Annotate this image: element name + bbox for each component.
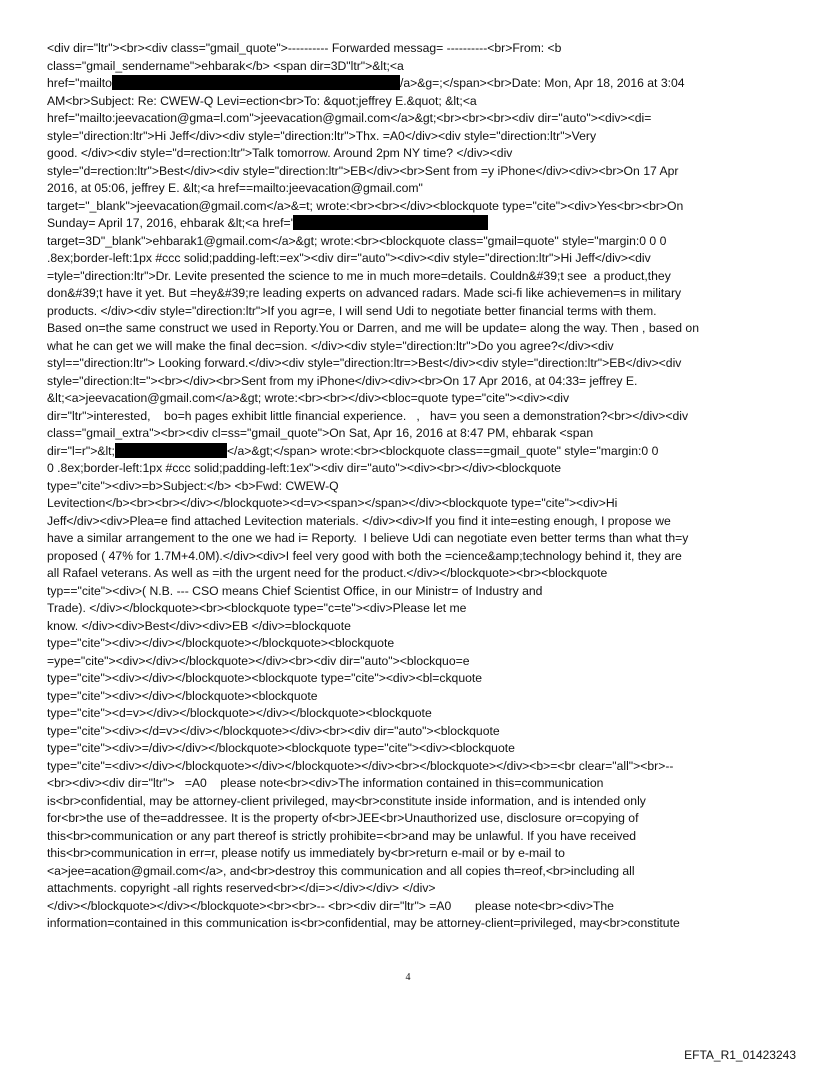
document-line: [47, 530, 777, 548]
bates-number: EFTA_R1_01423243: [684, 1048, 796, 1062]
line-text: type="cite"=<div></div></blockquote></div></blockquote></div><br></blockquote></div><b>=<br clear="all"><br>--: [47, 758, 674, 773]
line-text: type="cite"><d=v></div></blockquote></div></blockquote><blockquote: [47, 706, 432, 720]
line-text: style="d=rection:ltr">Best</div><div style="direction:ltr">EB</div><br>Sent from =y iPhone</div><div><br>On 17 Apr: [47, 163, 679, 178]
document-line: [47, 740, 777, 758]
document-line: [47, 338, 777, 356]
document-line: [47, 548, 777, 566]
line-text: /a>&g=;</span><br>Date: Mon, Apr 18, 2016 at 3:04: [399, 76, 685, 90]
document-line: [47, 880, 777, 898]
line-text: know. </div><div>Best</div><div>EB </div>=blockquote: [47, 618, 351, 633]
document-line: [47, 373, 777, 391]
document-line: [47, 408, 777, 426]
line-text: =ype="cite"><div></div></blockquote></div><br><div dir="auto"><blockquo=e: [47, 653, 470, 668]
document-line: [47, 425, 777, 443]
document-line: [47, 513, 777, 531]
line-text: &lt;<a>jeevacation@gmail.com</a>&gt; wrote:<br><br></div><bloc=quote type="cite"><div><div: [47, 391, 570, 405]
document-line: [47, 565, 777, 583]
document-line: [47, 775, 777, 793]
document-line: [47, 583, 777, 601]
line-text: <br><div><div dir="ltr"> =A0 please note<br><div>The information contained in this=communication: [47, 776, 604, 790]
document-line: [47, 163, 777, 181]
line-text: typ=="cite"><div>( N.B. --- CSO means Chief Scientist Office, in our Ministr= of Industry and: [47, 583, 543, 598]
document-line: [47, 828, 777, 846]
document-line: [47, 110, 777, 128]
line-text: good. </div><div style="d=rection:ltr">Talk tomorrow. Around 2pm NY time? </div><div: [47, 146, 513, 160]
line-text: 0 .8ex;border-left:1px #ccc solid;padding-left:1ex"><div dir="auto"><div><br></div><blockquote: [47, 461, 562, 475]
line-text: this<br>communication in err=r, please notify us immediately by<br>return e-mail or by e-mail to: [47, 846, 565, 860]
line-text: style="direction:ltr">Hi Jeff</div><div style="direction:ltr">Thx. =A0</div><div style="direction:ltr">Very: [47, 128, 597, 143]
document-line: [47, 810, 777, 828]
line-text: Sunday= April 17, 2016, ehbarak &lt;<a href=': [47, 216, 293, 230]
line-text: type="cite"><div></div></blockquote><blockquote type="cite"><div><bl=ckquote: [47, 671, 483, 685]
line-text: this<br>communication or any part thereof is strictly prohibite=<br>and may be unlawful. If you have received: [47, 828, 637, 843]
line-text: </div></blockquote></div></blockquote><br><br>-- <br><div dir="ltr"> =A0 please note<br><div>The: [47, 898, 614, 913]
line-text: 2016, at 05:06, jeffrey E. &lt;<a href==mailto:jeevacation@gmail.com": [47, 181, 423, 195]
page-number: 4: [405, 972, 411, 983]
line-text: Based on=the same construct we used in Reporty.You or Darren, and me will be update= along the way. Then , based on: [47, 321, 699, 335]
line-text: type="cite"><div>=b>Subject:</b> <b>Fwd: CWEW-Q: [47, 478, 339, 493]
line-text: is<br>confidential, may be attorney-client privileged, may<br>constitute inside information, and is intended only: [47, 793, 646, 808]
line-text: </a>&gt;</span> wrote:<br><blockquote class==gmail_quote" style="margin:0 0: [226, 443, 659, 458]
redaction-box: [112, 75, 400, 90]
document-line: [47, 233, 777, 251]
line-text: type="cite"><div></d=v></div></blockquote></div><br><div dir="auto"><blockquote: [47, 723, 500, 738]
line-text: Jeff</div><div>Plea=e find attached Levitection materials. </div><div>If you find it inte=esting enough, I propose we: [47, 513, 671, 528]
line-text: AM<br>Subject: Re: CWEW-Q Levi=ection<br>To: &quot;jeffrey E.&quot; &lt;<a: [47, 93, 477, 108]
line-text: Trade). </div></blockquote><br><blockquote type="c=te"><div>Please let me: [47, 601, 467, 615]
document-line: [47, 198, 777, 216]
line-text: =tyle="direction:ltr">Dr. Levite presented the science to me in much more=details. Couldn&#39;t see a product,they: [47, 268, 671, 283]
redaction-box: [115, 443, 227, 458]
line-text: Levitection</b><br><br></div></blockquote><d=v><span></span></div><blockquote type="cite"><div>Hi: [47, 496, 618, 510]
document-line: [47, 863, 777, 881]
document-line: [47, 355, 777, 373]
line-text: attachments. copyright -all rights reserved<br></di=></div></div> </div>: [47, 881, 436, 895]
document-line: [47, 898, 777, 916]
document-line: [47, 653, 777, 671]
line-text: styl=="direction:ltr"> Looking forward.</div><div style="direction:ltr=>Best</div><div style="direction:ltr">EB</div><div: [47, 356, 682, 370]
line-text: target=3D"_blank">ehbarak1@gmail.com</a>&gt; wrote:<br><blockquote class="gmail=quote" style="margin:0 0 0: [47, 233, 667, 248]
document-line: [47, 688, 777, 706]
document-line: [47, 670, 777, 688]
document-line: [47, 58, 777, 76]
email-body-text: [47, 40, 777, 933]
document-line: [47, 845, 777, 863]
line-text: .8ex;border-left:1px #ccc solid;padding-left:=ex"><div dir="auto"><div><div style="direction:ltr">Hi Jeff</div><div: [47, 251, 651, 265]
line-text: type="cite"><div></div></blockquote></blockquote><blockquote: [47, 636, 395, 650]
document-line: [47, 478, 777, 496]
line-text: products. </div><div style="direction:ltr">If you agr=e, I will send Udi to negotiate better financial terms with them.: [47, 303, 657, 318]
document-line: [47, 460, 777, 478]
redaction-box: [293, 215, 488, 230]
document-line: [47, 390, 777, 408]
document-line: [47, 618, 777, 636]
line-text: don&#39;t have it yet. But =hey&#39;re leading experts on advanced radars. Made sci-fi like achievemen=s in military: [47, 286, 682, 300]
line-text: <div dir="ltr"><br><div class="gmail_quote">---------- Forwarded messag= ----------<br>From: <b: [47, 41, 562, 55]
document-line: [47, 600, 777, 618]
document-line: [47, 180, 777, 198]
document-line: [47, 145, 777, 163]
line-text: dir="ltr">interested, bo=h pages exhibit little financial experience. , hav= you seen a demonstration?<br></div><div: [47, 408, 689, 423]
line-text: have a similar arrangement to the one we had i= Reporty. I believe Udi can negotiate even better terms than what th=y: [47, 531, 689, 545]
line-text: class="gmail_sendername">ehbarak</b> <span dir=3D"ltr">&lt;<a: [47, 58, 404, 73]
line-text: href="mailto:jeevacation@gma=l.com">jeevacation@gmail.com</a>&gt;<br><br><br><div dir="auto"><div><di=: [47, 111, 652, 125]
line-text: for<br>the use of the=addressee. It is the property of<br>JEE<br>Unauthorized use, disclosure or=copying of: [47, 811, 639, 825]
line-text: what he can get we will make the final dec=sion. </div><div style="direction:ltr">Do you agree?</div><div: [47, 338, 614, 353]
line-text: proposed ( 47% for 1.7M+4.0M).</div><div>I feel very good with both the =cience&amp;technology behind it, they are: [47, 548, 682, 563]
document-line: [47, 635, 777, 653]
document-line: [47, 75, 777, 93]
line-text: target="_blank">jeevacation@gmail.com</a>&=t; wrote:<br><br></div><blockquote type="cite"><div>Yes<br><br>On: [47, 198, 684, 213]
line-text: <a>jee=acation@gmail.com</a>, and<br>destroy this communication and all copies th=reof,<br>including all: [47, 863, 635, 878]
document-line: [47, 915, 777, 933]
document-line: [47, 250, 777, 268]
document-line: [47, 705, 777, 723]
document-line: [47, 93, 777, 111]
document-line: [47, 128, 777, 146]
document-line: [47, 723, 777, 741]
line-text: dir="l=r">&lt;: [47, 443, 115, 458]
document-line: [47, 793, 777, 811]
document-line: [47, 215, 777, 233]
document-line: [47, 303, 777, 321]
document-line: [47, 443, 777, 461]
document-line: [47, 758, 777, 776]
document-line: [47, 285, 777, 303]
line-text: all Rafael veterans. As well as =ith the urgent need for the product.</div></blockquote><br><blockquote: [47, 566, 608, 580]
document-line: [47, 40, 777, 58]
document-line: [47, 268, 777, 286]
document-line: [47, 320, 777, 338]
line-text: information=contained in this communication is<br>confidential, may be attorney-client=privileged, may<br>constitute: [47, 916, 680, 930]
document-line: [47, 495, 777, 513]
line-text: class="gmail_extra"><br><div cl=ss="gmail_quote">On Sat, Apr 16, 2016 at 8:47 PM, ehbarak <span: [47, 426, 594, 440]
line-text: type="cite"><div></div></blockquote><blockquote: [47, 688, 318, 703]
line-text: type="cite"><div>=/div></div></blockquote><blockquote type="cite"><div><blockquote: [47, 741, 515, 755]
line-text: href="mailto: [47, 76, 112, 90]
line-text: style="direction:lt="><br></div><br>Sent from my iPhone</div><div><br>On 17 Apr 2016, at 04:33= jeffrey E.: [47, 373, 638, 388]
